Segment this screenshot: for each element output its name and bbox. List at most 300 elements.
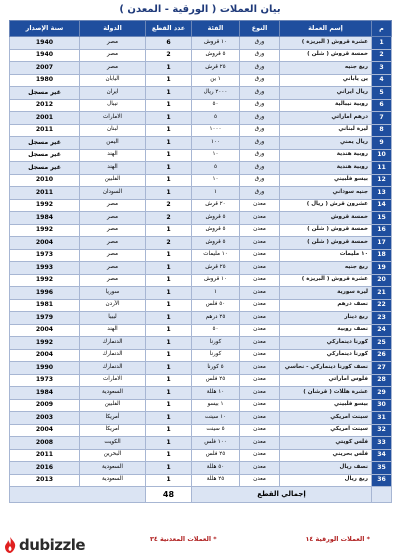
table-row — [10, 287, 392, 300]
issue-year: 1992 — [10, 274, 80, 287]
currency-type: ورق — [240, 174, 280, 187]
currency-type: معدن — [240, 249, 280, 262]
currency-name: ربع دينار — [280, 312, 372, 325]
currency-country: مصر — [80, 62, 146, 75]
row-number: 30 — [372, 399, 392, 412]
currency-name: درهم اماراتي — [280, 112, 372, 125]
table-row — [10, 462, 392, 475]
table-row — [10, 212, 392, 225]
currency-denomination: ٥ — [192, 162, 240, 175]
table-row — [10, 449, 392, 462]
paper-count-note: * العملات الورقية ١٤ — [305, 535, 370, 543]
header-country: الدولة — [80, 21, 146, 37]
piece-count: 1 — [146, 149, 192, 162]
currency-denomination: ٢٥ هللة — [192, 474, 240, 487]
currency-country: الدنمارك — [80, 362, 146, 375]
issue-year: 2011 — [10, 124, 80, 137]
currency-name: فلس كويتي — [280, 437, 372, 450]
currency-type: معدن — [240, 312, 280, 325]
currency-country: الهند — [80, 324, 146, 337]
row-number: 21 — [372, 287, 392, 300]
currency-denomination: ٢٥ قرش — [192, 62, 240, 75]
row-number: 32 — [372, 424, 392, 437]
piece-count: 1 — [146, 337, 192, 350]
issue-year: 2004 — [10, 237, 80, 250]
currency-type: ورق — [240, 99, 280, 112]
currency-name: ريال يمني — [280, 137, 372, 150]
piece-count: 1 — [146, 249, 192, 262]
currency-denomination: ٥٠ — [192, 324, 240, 337]
row-number: 6 — [372, 99, 392, 112]
table-row — [10, 374, 392, 387]
currency-denomination: ١٠ مليمات — [192, 249, 240, 262]
table-row — [10, 474, 392, 487]
row-number: 3 — [372, 62, 392, 75]
row-number: 22 — [372, 299, 392, 312]
row-number: 10 — [372, 149, 392, 162]
row-number: 17 — [372, 237, 392, 250]
table-row — [10, 62, 392, 75]
currency-type: ورق — [240, 87, 280, 100]
currency-name: كورنا دينماركي — [280, 349, 372, 362]
currency-denomination: ٥٠ — [192, 99, 240, 112]
currency-denomination: ١ ين — [192, 74, 240, 87]
currency-country: مصر — [80, 37, 146, 50]
issue-year: 2003 — [10, 412, 80, 425]
issue-year: 1973 — [10, 374, 80, 387]
currency-type: معدن — [240, 337, 280, 350]
piece-count: 6 — [146, 37, 192, 50]
row-number: 1 — [372, 37, 392, 50]
currency-name: ربع ريال — [280, 474, 372, 487]
table-row — [10, 224, 392, 237]
currency-type: معدن — [240, 412, 280, 425]
table-row — [10, 174, 392, 187]
currency-denomination: ٥٠ هللة — [192, 462, 240, 475]
issue-year: 1984 — [10, 212, 80, 225]
piece-count: 2 — [146, 237, 192, 250]
piece-count: 1 — [146, 124, 192, 137]
issue-year: 2008 — [10, 437, 80, 450]
currency-country: أمريكا — [80, 412, 146, 425]
header-count: عدد القطع — [146, 21, 192, 37]
currency-denomination: ٢٠٠٠ ريال — [192, 87, 240, 100]
currency-type: ورق — [240, 74, 280, 87]
currency-type: ورق — [240, 112, 280, 125]
table-row — [10, 349, 392, 362]
table-row — [10, 187, 392, 200]
row-number: 27 — [372, 362, 392, 375]
currency-name: ين ياباني — [280, 74, 372, 87]
piece-count: 1 — [146, 87, 192, 100]
table-row — [10, 149, 392, 162]
currency-denomination: ١٠ هللة — [192, 387, 240, 400]
piece-count: 1 — [146, 99, 192, 112]
currency-denomination: ٥ قروش — [192, 49, 240, 62]
currency-type: ورق — [240, 187, 280, 200]
row-number: 7 — [372, 112, 392, 125]
piece-count: 2 — [146, 212, 192, 225]
currency-name: سينت امريكي — [280, 424, 372, 437]
currency-country: البحرين — [80, 449, 146, 462]
table-row — [10, 412, 392, 425]
currency-country: الدنمارك — [80, 349, 146, 362]
currency-type: معدن — [240, 362, 280, 375]
currency-name: روبية هندية — [280, 162, 372, 175]
currency-type: معدن — [240, 474, 280, 487]
issue-year: 1992 — [10, 337, 80, 350]
currency-name: عشرة هللات ( قرشان ) — [280, 387, 372, 400]
table-row — [10, 74, 392, 87]
currency-type: ورق — [240, 49, 280, 62]
piece-count: 1 — [146, 299, 192, 312]
currency-denomination: ١٠٠٠ — [192, 124, 240, 137]
currency-country: السعودية — [80, 462, 146, 475]
row-number: 20 — [372, 274, 392, 287]
piece-count: 1 — [146, 174, 192, 187]
currency-type: معدن — [240, 212, 280, 225]
table-row — [10, 37, 392, 50]
currency-country: سوريا — [80, 287, 146, 300]
piece-count: 1 — [146, 424, 192, 437]
issue-year: غير مسجل — [10, 162, 80, 175]
currency-name: نصف كورنا دينماركي - نحاسي — [280, 362, 372, 375]
piece-count: 1 — [146, 324, 192, 337]
currency-type: ورق — [240, 137, 280, 150]
currency-country: الفلبين — [80, 399, 146, 412]
currency-name: سينت امريكي — [280, 412, 372, 425]
piece-count: 1 — [146, 162, 192, 175]
header-denomination: الفئة — [192, 21, 240, 37]
issue-year: 2012 — [10, 99, 80, 112]
issue-year: 1992 — [10, 199, 80, 212]
currency-type: ورق — [240, 124, 280, 137]
row-number: 19 — [372, 262, 392, 275]
row-number: 35 — [372, 462, 392, 475]
currency-country: الامارات — [80, 112, 146, 125]
currency-denomination: ٥ قروش — [192, 237, 240, 250]
issue-year: 2007 — [10, 62, 80, 75]
currency-type: ورق — [240, 162, 280, 175]
piece-count: 1 — [146, 62, 192, 75]
table-row — [10, 387, 392, 400]
dubizzle-logo — [4, 535, 104, 555]
page-title: بيان العملات ( الورقية - المعدن ) — [119, 4, 281, 15]
table-row — [10, 87, 392, 100]
currency-country: نيبال — [80, 99, 146, 112]
piece-count: 1 — [146, 412, 192, 425]
table-row — [10, 199, 392, 212]
currency-denomination: ٥ سينت — [192, 424, 240, 437]
currency-name: ١٠ مليمات — [280, 249, 372, 262]
currency-country: مصر — [80, 262, 146, 275]
currency-denomination: ٥٠ فلس — [192, 299, 240, 312]
row-number: 4 — [372, 74, 392, 87]
piece-count: 1 — [146, 362, 192, 375]
flame-icon — [4, 537, 16, 553]
currency-country: الهند — [80, 162, 146, 175]
issue-year: 2011 — [10, 187, 80, 200]
table-body — [10, 37, 392, 503]
currency-denomination: ١٠ قروش — [192, 274, 240, 287]
piece-count: 1 — [146, 287, 192, 300]
currency-country: الأردن — [80, 299, 146, 312]
currency-country: ليبيا — [80, 312, 146, 325]
table-row — [10, 299, 392, 312]
issue-year: 1979 — [10, 312, 80, 325]
currency-denomination: ١٠٠ فلس — [192, 437, 240, 450]
currency-country: الفلبين — [80, 174, 146, 187]
currency-name: ربع جنيه — [280, 262, 372, 275]
currency-name: روبية نيبالية — [280, 99, 372, 112]
currency-denomination: ٥ قروش — [192, 212, 240, 225]
currency-type: معدن — [240, 387, 280, 400]
currency-type: معدن — [240, 274, 280, 287]
table-row — [10, 262, 392, 275]
currency-name: عشرة قروش ( البريزة ) — [280, 274, 372, 287]
issue-year: 2004 — [10, 324, 80, 337]
table-row — [10, 124, 392, 137]
row-number: 12 — [372, 174, 392, 187]
piece-count: 1 — [146, 312, 192, 325]
row-number: 26 — [372, 349, 392, 362]
header-type: النوع — [240, 21, 280, 37]
row-number: 29 — [372, 387, 392, 400]
currency-name: فلوس اماراتي — [280, 374, 372, 387]
currency-country: أمريكا — [80, 424, 146, 437]
row-number: 5 — [372, 87, 392, 100]
table-header-row — [10, 21, 392, 37]
table-row — [10, 162, 392, 175]
issue-year: 2009 — [10, 399, 80, 412]
currency-country: الدنمارك — [80, 337, 146, 350]
currency-type: معدن — [240, 449, 280, 462]
table-row — [10, 312, 392, 325]
currency-table — [9, 20, 392, 503]
issue-year: 1990 — [10, 362, 80, 375]
currency-country: مصر — [80, 199, 146, 212]
row-number: 13 — [372, 187, 392, 200]
table-row — [10, 137, 392, 150]
row-number: 11 — [372, 162, 392, 175]
metal-count-note: * العملات المعدنية ٣٤ — [150, 535, 217, 543]
total-label: إجمالي القطع — [192, 487, 372, 503]
piece-count: 1 — [146, 387, 192, 400]
piece-count: 1 — [146, 274, 192, 287]
piece-count: 1 — [146, 449, 192, 462]
row-number: 25 — [372, 337, 392, 350]
row-number: 8 — [372, 124, 392, 137]
row-number: 28 — [372, 374, 392, 387]
piece-count: 1 — [146, 74, 192, 87]
header-name: إسم العملة — [280, 21, 372, 37]
table-row — [10, 112, 392, 125]
currency-name: ريال ايراني — [280, 87, 372, 100]
issue-year: 2004 — [10, 349, 80, 362]
currency-denomination: ٢٥ قرش — [192, 262, 240, 275]
currency-name: بيسو فلبيني — [280, 399, 372, 412]
currency-country: الهند — [80, 149, 146, 162]
table-row — [10, 424, 392, 437]
issue-year: 2010 — [10, 174, 80, 187]
currency-type: معدن — [240, 437, 280, 450]
piece-count: 1 — [146, 462, 192, 475]
currency-name: فلس بحريني — [280, 449, 372, 462]
currency-denomination: ١ — [192, 287, 240, 300]
currency-denomination: ٥ — [192, 112, 240, 125]
issue-year: 1980 — [10, 74, 80, 87]
currency-country: مصر — [80, 249, 146, 262]
table-row — [10, 324, 392, 337]
row-number: 2 — [372, 49, 392, 62]
piece-count: 1 — [146, 112, 192, 125]
header-year: سنة الإصدار — [10, 21, 80, 37]
currency-type: معدن — [240, 237, 280, 250]
row-number: 33 — [372, 437, 392, 450]
currency-country: السودان — [80, 187, 146, 200]
currency-name: روبية هندية — [280, 149, 372, 162]
currency-name: كورنا دينماركي — [280, 337, 372, 350]
currency-type: معدن — [240, 262, 280, 275]
currency-denomination: ٢٥ درهم — [192, 312, 240, 325]
footer-summary — [120, 535, 400, 543]
currency-type: معدن — [240, 199, 280, 212]
currency-denomination: ٢٥ فلس — [192, 374, 240, 387]
currency-name: عشرون قرش ( ريال ) — [280, 199, 372, 212]
issue-year: 1940 — [10, 37, 80, 50]
issue-year: 2004 — [10, 424, 80, 437]
piece-count: 2 — [146, 49, 192, 62]
currency-type: ورق — [240, 62, 280, 75]
row-number: 16 — [372, 224, 392, 237]
currency-denomination: ٥ قروش — [192, 224, 240, 237]
table-row — [10, 249, 392, 262]
issue-year: 1981 — [10, 299, 80, 312]
currency-name: خمسة قروش ( شلن ) — [280, 237, 372, 250]
currency-country: مصر — [80, 224, 146, 237]
currency-denomination: ١ بيسو — [192, 399, 240, 412]
issue-year: 1992 — [10, 224, 80, 237]
piece-count: 1 — [146, 262, 192, 275]
currency-name: جنيه سوداني — [280, 187, 372, 200]
issue-year: 2001 — [10, 112, 80, 125]
table-row — [10, 437, 392, 450]
header-num: م — [372, 21, 392, 37]
currency-type: معدن — [240, 349, 280, 362]
piece-count: 1 — [146, 224, 192, 237]
currency-country: مصر — [80, 274, 146, 287]
row-number: 9 — [372, 137, 392, 150]
issue-year: 2016 — [10, 462, 80, 475]
currency-country: اليمن — [80, 137, 146, 150]
piece-count: 1 — [146, 474, 192, 487]
table-row — [10, 99, 392, 112]
piece-count: 1 — [146, 137, 192, 150]
currency-denomination: ١ — [192, 187, 240, 200]
piece-count: 2 — [146, 199, 192, 212]
currency-denomination: ١٠ — [192, 149, 240, 162]
logo-wordmark: dubizzle — [19, 536, 86, 554]
row-number: 34 — [372, 449, 392, 462]
currency-name: ليرة لبناني — [280, 124, 372, 137]
table-row — [10, 49, 392, 62]
table-row — [10, 399, 392, 412]
issue-year: 1984 — [10, 387, 80, 400]
table-row — [10, 362, 392, 375]
currency-type: معدن — [240, 399, 280, 412]
currency-country: ايران — [80, 87, 146, 100]
row-number: 14 — [372, 199, 392, 212]
issue-year: 2013 — [10, 474, 80, 487]
currency-name: خمسة قروش — [280, 212, 372, 225]
table-row — [10, 274, 392, 287]
currency-type: معدن — [240, 424, 280, 437]
currency-country: الكويت — [80, 437, 146, 450]
currency-denomination: ١٠ قروش — [192, 37, 240, 50]
currency-country: مصر — [80, 49, 146, 62]
issue-year: 1973 — [10, 249, 80, 262]
currency-type: معدن — [240, 462, 280, 475]
currency-name: عشرة قروش ( البريزة ) — [280, 37, 372, 50]
currency-type: ورق — [240, 37, 280, 50]
piece-count: 1 — [146, 437, 192, 450]
row-number: 36 — [372, 474, 392, 487]
currency-type: معدن — [240, 324, 280, 337]
currency-type: معدن — [240, 299, 280, 312]
piece-count: 1 — [146, 374, 192, 387]
currency-country: السعودية — [80, 387, 146, 400]
currency-country: الامارات — [80, 374, 146, 387]
currency-name: ليرة سورية — [280, 287, 372, 300]
currency-country: مصر — [80, 212, 146, 225]
currency-denomination: ١٠ سينت — [192, 412, 240, 425]
currency-denomination: ١٠٠ — [192, 137, 240, 150]
currency-type: معدن — [240, 374, 280, 387]
row-number: 18 — [372, 249, 392, 262]
total-empty — [10, 487, 146, 503]
total-spacer — [372, 487, 392, 503]
currency-country: اليابان — [80, 74, 146, 87]
row-number: 15 — [372, 212, 392, 225]
total-row — [10, 487, 392, 503]
piece-count: 1 — [146, 349, 192, 362]
issue-year: غير مسجل — [10, 137, 80, 150]
issue-year: 1993 — [10, 262, 80, 275]
row-number: 24 — [372, 324, 392, 337]
total-value: 48 — [146, 487, 192, 503]
row-number: 31 — [372, 412, 392, 425]
table-row — [10, 337, 392, 350]
currency-name: خمسة قروش ( شلن ) — [280, 49, 372, 62]
piece-count: 1 — [146, 399, 192, 412]
currency-denomination: ٢٥ فلس — [192, 449, 240, 462]
issue-year: 1996 — [10, 287, 80, 300]
currency-country: لبنان — [80, 124, 146, 137]
currency-name: نصف ريال — [280, 462, 372, 475]
currency-name: ربع جنيه — [280, 62, 372, 75]
currency-denomination: ٥ كورنا — [192, 362, 240, 375]
currency-denomination: كورنا — [192, 337, 240, 350]
currency-name: بيسو فلبيني — [280, 174, 372, 187]
currency-denomination: ٢٠ قرش — [192, 199, 240, 212]
currency-denomination: كورنا — [192, 349, 240, 362]
currency-name: نصف روبية — [280, 324, 372, 337]
piece-count: 1 — [146, 187, 192, 200]
issue-year: غير مسجل — [10, 149, 80, 162]
issue-year: غير مسجل — [10, 87, 80, 100]
currency-country: مصر — [80, 237, 146, 250]
currency-name: نصف درهم — [280, 299, 372, 312]
